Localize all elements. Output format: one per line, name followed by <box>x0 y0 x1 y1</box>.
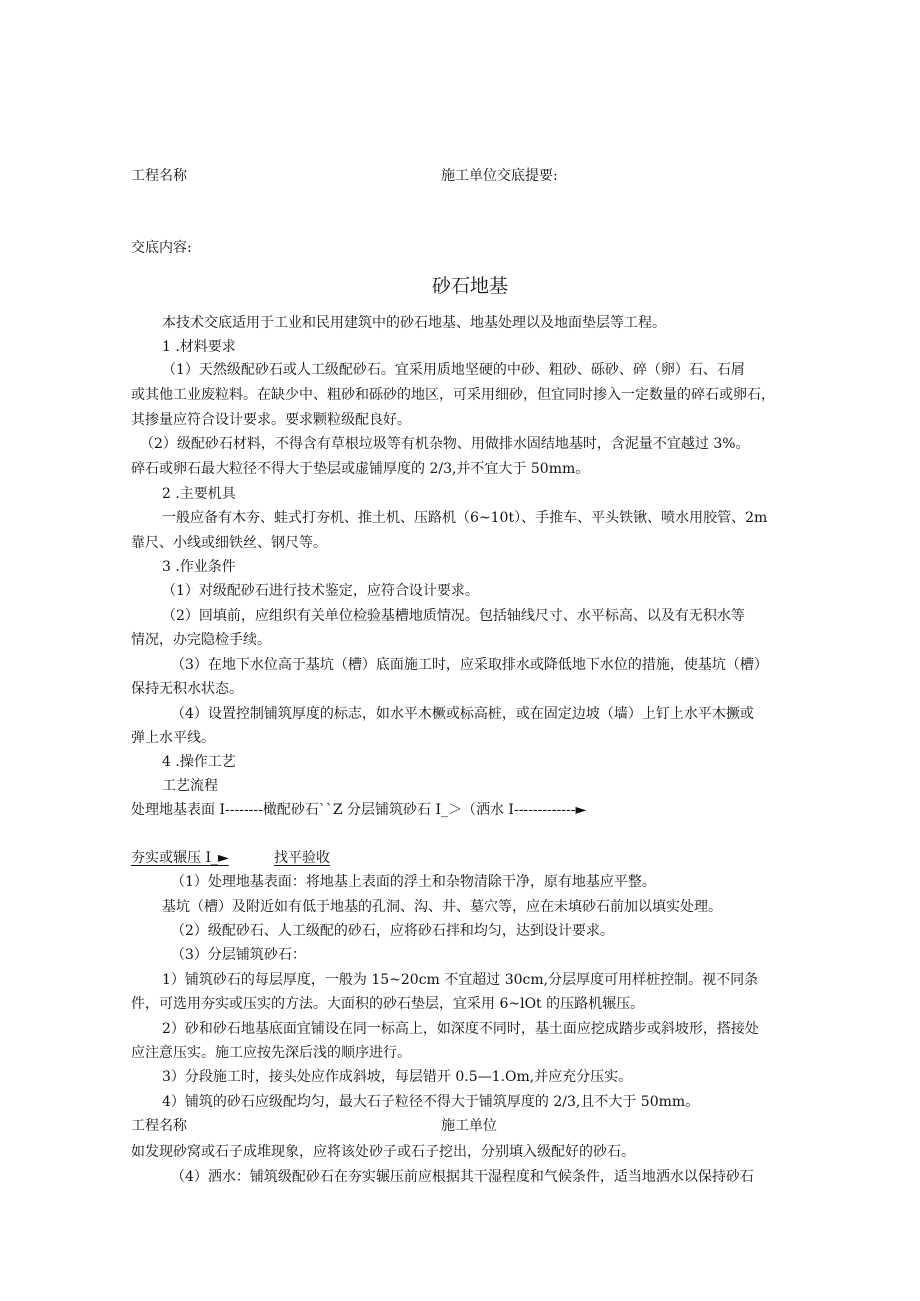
intro-paragraph: 本技术交底适用于工业和民用建筑中的砂石地基、地基处理以及地面垫层等工程。 <box>162 315 666 331</box>
contractor-summary-label: 施工单位交底提要: <box>441 168 558 184</box>
item-4: 4）铺筑的砂石应级配均匀，最大石子粒径不得大于铺筑厚度的 2/3,且不大于 50mm。 <box>162 1094 700 1110</box>
item-3: 3）分段施工时，接头处应作成斜坡，每层错开 0.5—1.Om,并应充分压实。 <box>162 1069 633 1085</box>
step-3-heading: （3）分层铺筑砂石： <box>171 947 306 963</box>
project-name-label: 工程名称 <box>131 168 187 184</box>
page-title: 砂石地基 <box>432 275 509 297</box>
item-1-line1: 1）铺筑砂石的每层厚度，一般为 15~20cm 不宜超过 30cm,分层厚度可用样桩控制。视不同条 <box>162 972 759 988</box>
process-flow-line1: 处理地基表面 I--------橄配砂石``Z 分层铺筑砂石 I_＞（洒水 I-------------► <box>131 802 587 818</box>
section-1-p1-line1: （1）天然级配砂石或人工级配砂石。宜采用质地坚硬的中砂、粗砂、砾砂、碎（卵）石、石屑 <box>162 362 745 378</box>
footer-contractor-label: 施工单位 <box>441 1118 497 1134</box>
section-2-line1: 一般应备有木夯、蛙式打夯机、推土机、压路机（6~10t）、手推车、平头铁锹、喷水用胶管、2m <box>162 510 768 526</box>
section-3-p2-line2: 情况，办完隐检手续。 <box>131 632 271 648</box>
section-3-p3-line1: （3）在地下水位高于基坑（槽）底面施工时，应采取排水或降低地下水位的措施，使基坑（槽） <box>171 657 768 673</box>
section-3-p4-line2: 弹上水平线。 <box>131 730 215 746</box>
item-2-line1: 2）砂和砂石地基底面宜铺设在同一标高上，如深度不同时，基土面应挖成踏步或斜坡形，搭接处 <box>162 1021 759 1037</box>
tail-line2: （4）洒水：铺筑级配砂石在夯实辗压前应根据其干湿程度和气候条件，适当地洒水以保持砂石 <box>171 1169 754 1185</box>
section-3-p2-line1: （2）回填前，应组织有关单位检验基槽地质情况。包括轴线尺寸、水平标高、以及有无积水等 <box>162 608 745 624</box>
process-flow-step-leveling: 找平验收 <box>274 850 330 866</box>
process-flow-label: 工艺流程 <box>162 778 218 794</box>
step-1-line2: 基坑（槽）及附近如有低于地基的孔洞、沟、井、墓穴等，应在未填砂石前加以填实处理。 <box>162 899 722 915</box>
tail-line1: 如发现砂窝或石子成堆现象，应将该处砂子或石子挖出，分别填入级配好的砂石。 <box>131 1144 635 1160</box>
section-2-line2: 靠尺、小线或细铁丝、钢尺等。 <box>131 535 327 551</box>
section-2-heading: 2 .主要机具 <box>162 486 236 502</box>
section-3-p4-line1: （4）设置控制铺筑厚度的标志，如水平木橛或标高桩，或在固定边坡（墙）上钉上水平木撅或 <box>171 706 754 722</box>
item-1-line2: 件，可选用夯实或压实的方法。大面积的砂石垫层，宜采用 6~lOt 的压路机辗压。 <box>131 996 645 1012</box>
content-label: 交底内容: <box>131 240 192 256</box>
section-3-heading: 3 .作业条件 <box>162 559 236 575</box>
section-3-p1: （1）对级配砂石进行技术鉴定，应符合设计要求。 <box>162 583 479 599</box>
step-1-line1: （1）处理地基表面：将地基上表面的浮土和杂物清除干净，原有地基应平整。 <box>171 874 656 890</box>
section-1-p1-line3: 其掺量应符合设计要求。要求颗粒级配良好。 <box>131 412 411 428</box>
section-1-p2-line1: （2）级配砂石材料，不得含有草根垃圾等有机杂物、用做排水固结地基时，含泥量不宜越过 3%。 <box>140 436 750 452</box>
section-1-p1-line2: 或其他工业废粒料。在缺少中、粗砂和砾砂的地区，可采用细砂，但宜同时掺入一定数量的碎石或卵石， <box>131 387 775 403</box>
section-3-p3-line2: 保持无积水状态。 <box>131 681 243 697</box>
step-2: （2）级配砂石、人工级配的砂石，应将砂石拌和均匀，达到设计要求。 <box>171 923 614 939</box>
item-2-line2: 应注意压实。施工应按先深后浅的顺序进行。 <box>131 1045 411 1061</box>
section-1-p2-line2: 碎石或卵石最大粒径不得大于垫层或虚铺厚度的 2/3,并不宜大于 50mm。 <box>131 461 590 477</box>
section-1-heading: 1 .材料要求 <box>162 339 236 355</box>
footer-project-name-label: 工程名称 <box>131 1118 187 1134</box>
process-flow-step-compaction: 夯实或辗压 I_► <box>131 850 229 866</box>
section-4-heading: 4 .操作工艺 <box>162 754 236 770</box>
